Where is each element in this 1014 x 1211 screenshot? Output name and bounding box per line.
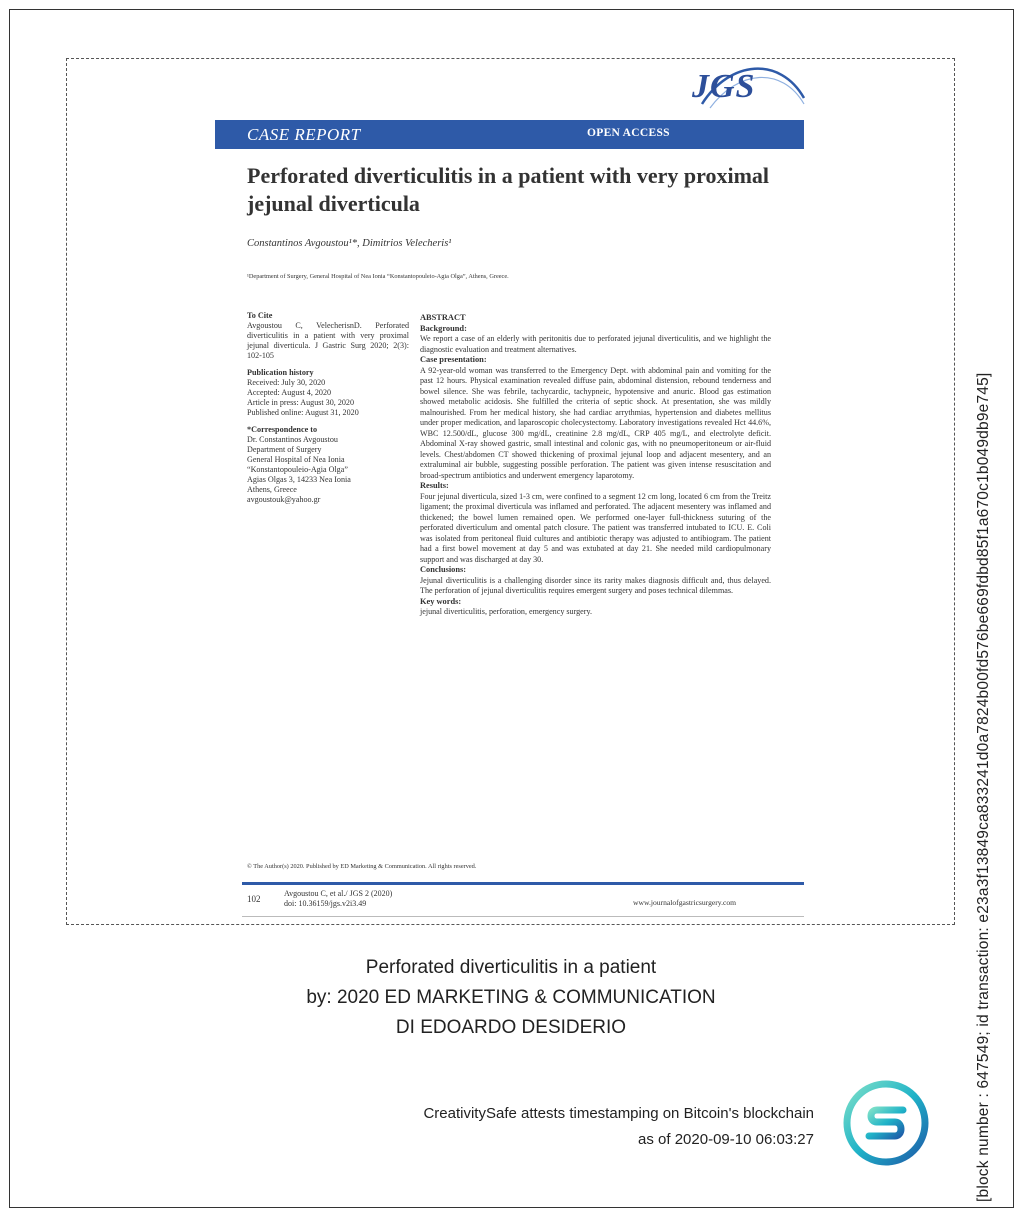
blockchain-transaction-info: [block number : 647549; id transaction: e23a3f13849ca833241d0a7824b00fd576be669fdbd85f1a670c1b049db9e745] xyxy=(975,372,992,1202)
correspondence-city: Athens, Greece xyxy=(247,485,297,494)
correspondence-heading: *Correspondence to xyxy=(247,425,318,434)
article-abstract xyxy=(420,313,771,618)
case-presentation-text: A 92-year-old woman was transferred to the Emergency Dept. with abdominal pain and vomiting for the past 12 hours. Physical examination revealed diffuse pain, abdominal distension, rebound tenderness and bowel silence. She was febrile, tachycardic, tachypneic, hypotensive and anuric. Blood gas estimation showed metabolic acidosis. She fulfilled the criteria of septic shock. At presentation, she was mildly malnourished. From her medical history, she had cardiac arrythmias, hypertension and diabetes mellitus under proper medication, and laparoscopic cholecystectomy. Laboratory investigations revealed Hct 44.6%, WBC 12.500/dL, glucose 300 mg/dL, creatinine 2.8 mg/dL, CRP 405 mg/L, and electrolyte deficit. Abdominal X-ray showed gastric, small intestinal and colonic gas, with no pneumoperitoneum or air-fluid levels. Chest/abdomen CT showed thickening of proximal jejunal loop and adjacent mesentery, and an extraluminal air bubble, suggesting possible perforation. The patient was given intense resuscitation and broad-spectrum antibiotics and underwent emergency laparotomy. xyxy=(420,365,771,480)
results-heading: Results: xyxy=(420,481,449,490)
results-text: Four jejunal diverticula, sized 1-3 cm, were confined to a segment 12 cm long, located 6 cm from the Treitz ligament; the proximal diverticula was inflamed and perforated. The adjacent mesentery was inflamed and thickened; the bowel lumen remained open. We performed one-layer full-thickness suturing of the perforated diverticulum and omental patch closure. The patient was transferred intubated to ICU. E. Coli was isolated from peritoneal fluid cultures and antibiotic therapy was adjusted to antibiogram. The patient had a first bowel movement at day 5 and was extubated at day 21. She needed mild cardiopulmonary support and was discharged at day 30. xyxy=(420,491,771,564)
correspondence-hospital: General Hospital of Nea Ionia xyxy=(247,455,345,464)
article-banner xyxy=(215,120,804,149)
to-cite-text: Avgoustou C, VelecherisnD. Perforated diverticulitis in a patient with very proximal jejunal diverticula. J Gastric Surg 2020; 2(3): 102-105 xyxy=(247,321,409,360)
background-text: We report a case of an elderly with peritonitis due to perforated jejunal diverticulitis, and we highlight the diagnostic evaluation and treatment alternatives. xyxy=(420,334,771,354)
publication-history-heading: Publication history xyxy=(247,368,314,377)
article-title: Perforated diverticulitis in a patient with very proximal jejunal diverticula xyxy=(247,163,770,216)
in-press-date: Article in press: August 30, 2020 xyxy=(247,398,355,407)
footer-citation-doi: doi: 10.36159/jgs.v2i3.49 xyxy=(284,899,367,908)
copyright-notice: © The Author(s) 2020. Published by ED Marketing & Communication. All rights reserved. xyxy=(247,863,477,870)
article-sidebar-info xyxy=(247,311,409,505)
footer-citation-line-1: Avgoustou C, et al./ JGS 2 (2020) xyxy=(284,889,393,898)
attestation-line: CreativitySafe attests timestamping on Bitcoin's blockchain xyxy=(423,1105,814,1122)
article-type-label: CASE REPORT xyxy=(247,125,361,144)
to-cite-heading: To Cite xyxy=(247,311,273,320)
author-line-2: DI EDOARDO DESIDERIO xyxy=(395,1017,627,1038)
correspondence-address: Agias Olgas 3, 14233 Nea Ionia xyxy=(247,475,351,484)
journal-logo: JGS xyxy=(692,68,756,105)
case-presentation-heading: Case presentation: xyxy=(420,355,487,364)
author-line: by: 2020 ED MARKETING & COMMUNICATION xyxy=(306,987,716,1008)
footer-citation xyxy=(284,889,392,909)
certificate-title xyxy=(0,953,1014,1043)
article-affiliation: ¹Department of Surgery, General Hospital of Nea Ionia “Konstantopouleio-Agia Olga”, Athens, Greece. xyxy=(247,273,509,280)
footer-rule-thin xyxy=(242,916,804,917)
footer-journal-url: www.journalofgastricsurgery.com xyxy=(633,898,737,907)
correspondence-email: avgoustouk@yahoo.gr xyxy=(247,495,321,504)
correspondence-dept: Department of Surgery xyxy=(247,445,322,454)
open-access-label: OPEN ACCESS xyxy=(587,127,670,139)
creativitysafe-logo-icon xyxy=(843,1080,929,1166)
keywords-text: jejunal diverticulitis, perforation, emergency surgery. xyxy=(420,607,593,616)
accepted-date: Accepted: August 4, 2020 xyxy=(247,388,332,397)
correspondence-hospital-2: “Konstantopouleio-Agia Olga” xyxy=(247,465,348,474)
correspondence-name: Dr. Constantinos Avgoustou xyxy=(247,435,338,444)
conclusions-text: Jejunal diverticulitis is a challenging disorder since its rarity makes diagnosis difficult and, thus delayed. The perforation of jejunal diverticulitis requires emergent surgery and poses technical dilemmas. xyxy=(420,575,771,595)
footer-rule xyxy=(242,882,804,885)
work-title: Perforated diverticulitis in a patient xyxy=(365,957,657,978)
timestamp: as of 2020-09-10 06:03:27 xyxy=(638,1131,814,1148)
background-heading: Background: xyxy=(420,323,467,333)
keywords-heading: Key words: xyxy=(420,596,462,606)
page-number: 102 xyxy=(247,894,261,904)
published-date: Published online: August 31, 2020 xyxy=(247,408,359,417)
received-date: Received: July 30, 2020 xyxy=(247,378,326,387)
conclusions-heading: Conclusions: xyxy=(420,565,467,574)
attestation-statement xyxy=(423,1101,814,1153)
abstract-heading: ABSTRACT xyxy=(420,313,466,322)
article-authors: Constantinos Avgoustou¹*, Dimitrios Velecheris¹ xyxy=(247,238,452,249)
